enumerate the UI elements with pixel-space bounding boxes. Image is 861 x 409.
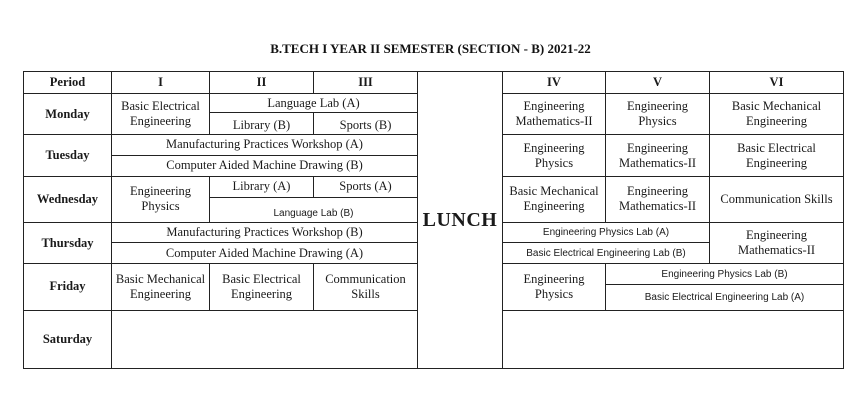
friday-period-5-6-top: Engineering Physics Lab (B)	[606, 264, 844, 285]
day-wednesday: Wednesday	[24, 176, 112, 222]
day-saturday: Saturday	[24, 310, 112, 368]
monday-period-2-3-top: Language Lab (A)	[210, 94, 418, 113]
header-row	[24, 72, 844, 94]
wednesday-period-3-top: Sports (A)	[314, 176, 418, 197]
tuesday-morning-bottom: Computer Aided Machine Drawing (B)	[112, 155, 418, 176]
day-tuesday: Tuesday	[24, 135, 112, 176]
thursday-period-6: Engineering Mathematics-II	[710, 222, 844, 263]
timetable	[23, 71, 844, 369]
wednesday-period-6: Communication Skills	[710, 176, 844, 222]
header-period: Period	[24, 72, 112, 94]
header-period-3: III	[314, 72, 418, 94]
wednesday-period-4: Basic Mechanical Engineering	[503, 176, 606, 222]
monday-period-5: Engineering Physics	[606, 94, 710, 135]
friday-period-2: Basic Electrical Engineering	[210, 264, 314, 310]
monday-period-6: Basic Mechanical Engineering	[710, 94, 844, 135]
friday-period-1: Basic Mechanical Engineering	[112, 264, 210, 310]
wednesday-period-2-3-bottom: Language Lab (B)	[210, 197, 418, 222]
saturday-morning-empty	[112, 310, 418, 368]
day-monday: Monday	[24, 94, 112, 135]
header-period-2: II	[210, 72, 314, 94]
tuesday-period-4: Engineering Physics	[503, 135, 606, 176]
tuesday-period-5: Engineering Mathematics-II	[606, 135, 710, 176]
thursday-morning-bottom: Computer Aided Machine Drawing (A)	[112, 243, 418, 264]
friday-period-4: Engineering Physics	[503, 264, 606, 310]
header-period-1: I	[112, 72, 210, 94]
friday-period-5-6-bottom: Basic Electrical Engineering Lab (A)	[606, 285, 844, 310]
monday-period-2-bottom: Library (B)	[210, 113, 314, 135]
friday-period-3: Communication Skills	[314, 264, 418, 310]
timetable-title: B.TECH I YEAR II SEMESTER (SECTION - B) 2021-22	[270, 41, 591, 56]
tuesday-morning-top: Manufacturing Practices Workshop (A)	[112, 135, 418, 155]
wednesday-period-1: Engineering Physics	[112, 176, 210, 222]
wednesday-period-5: Engineering Mathematics-II	[606, 176, 710, 222]
monday-period-3-bottom: Sports (B)	[314, 113, 418, 135]
header-period-4: IV	[503, 72, 606, 94]
day-friday: Friday	[24, 264, 112, 310]
thursday-morning-top: Manufacturing Practices Workshop (B)	[112, 222, 418, 242]
monday-period-1: Basic Electrical Engineering	[112, 94, 210, 135]
header-period-6: VI	[710, 72, 844, 94]
wednesday-period-2-top: Library (A)	[210, 176, 314, 197]
monday-period-4: Engineering Mathematics-II	[503, 94, 606, 135]
thursday-period-4-5-bottom: Basic Electrical Engineering Lab (B)	[503, 243, 710, 264]
saturday-afternoon-empty	[503, 310, 844, 368]
header-period-5: V	[606, 72, 710, 94]
day-thursday: Thursday	[24, 222, 112, 263]
lunch-cell: LUNCH	[418, 72, 503, 369]
thursday-period-4-5-top: Engineering Physics Lab (A)	[503, 222, 710, 242]
tuesday-period-6: Basic Electrical Engineering	[710, 135, 844, 176]
